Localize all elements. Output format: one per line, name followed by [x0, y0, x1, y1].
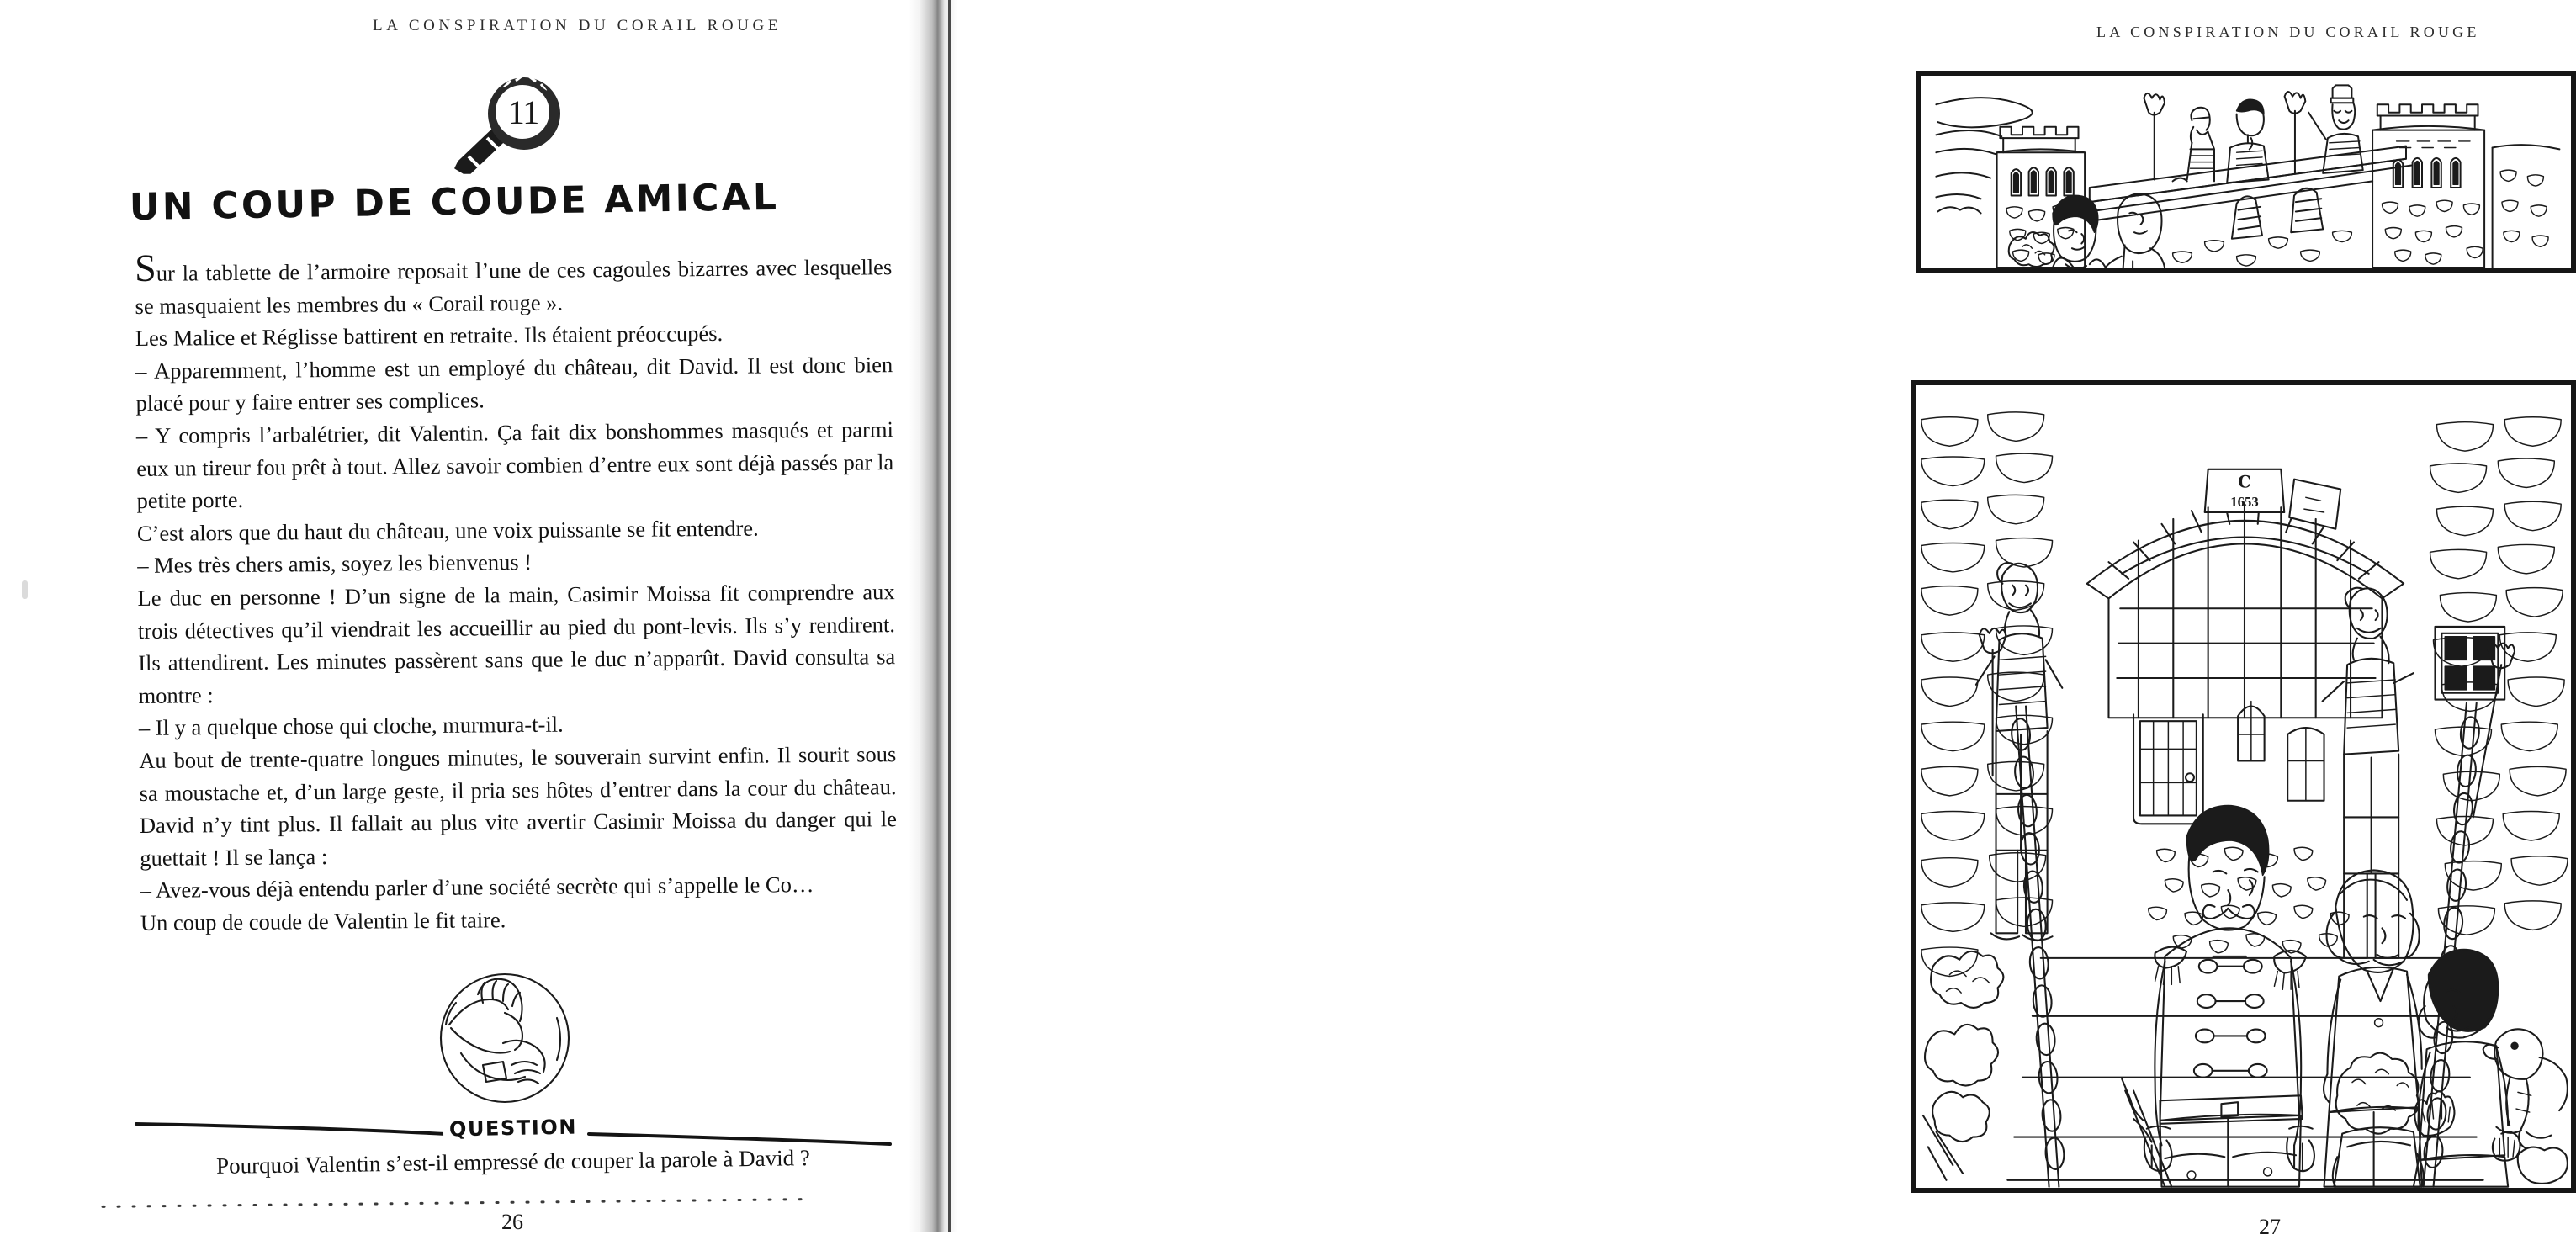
hands-clasped-vignette-icon: [431, 966, 579, 1110]
paragraph: Le duc en personne ! D’un signe de la main, Casimir Moissa fit comprendre aux trois détectives qu’il viendrait les accueillir au pied du pont-levis. Ils s’y rendirent. Ils attendirent. Les minutes passèrent sans que le duc n’apparût. David consulta sa montre :: [137, 579, 896, 708]
right-page: [934, 0, 2480, 1239]
paragraph: – Avez-vous déjà entendu parler d’une société secrète qui s’appelle le Co…: [140, 872, 814, 904]
chapter-marker: [448, 74, 575, 173]
running-head-left: LA CONSPIRATION DU CORAIL ROUGE: [373, 17, 782, 34]
question-label: QUESTION: [443, 1115, 584, 1141]
castle-gate-courtyard-illustration: [1911, 380, 2576, 1193]
paragraph: – Y compris l’arbalétrier, dit Valentin. Ça fait dix bonshommes masqués et parmi eux un tireur fou prêt à tout. Allez savoir combien d’entre eux sont déjà passés par la petite porte.: [135, 416, 894, 514]
running-head-right: LA CONSPIRATION DU CORAIL ROUGE: [2096, 24, 2480, 40]
paragraph: Les Malice et Réglisse battirent en retraite. Ils étaient préoccupés.: [135, 321, 724, 352]
chapter-title: UN COUP DE COUDE AMICAL: [129, 175, 780, 230]
left-page: [0, 0, 934, 1232]
keystone-date: 1653: [2230, 494, 2259, 511]
chapter-number: 11: [507, 93, 539, 131]
paragraph: – Il y a quelque chose qui cloche, murmura-t-il.: [138, 711, 564, 741]
paragraph: – Apparemment, l’homme est un employé du château, dit David. Il est donc bien placé pour y faire entrer ses complices.: [135, 351, 893, 416]
body-text: [135, 246, 898, 939]
page-number-right: 27: [2259, 1215, 2281, 1239]
castle-ramparts-illustration: [1916, 71, 2576, 273]
paragraph: Un coup de coude de Valentin le fit taire.: [140, 907, 506, 935]
scan-artifact: [22, 580, 28, 599]
paragraph: Au bout de trente-quatre longues minutes, le souverain survint enfin. Il sourit sous sa moustache et, d’un large geste, il pria ses hôtes d’entrer dans la cour du château. David n’y tint plus. Il fallait au plus vite avertir Casimir Moissa du danger qui le guettait ! Il se lança :: [139, 741, 898, 871]
question-block: [135, 1115, 892, 1179]
paragraph: Sur la tablette de l’armoire reposait l’une de ces cagoules bizarres avec lesquelles se masquaient les membres du « Corail rouge ».: [134, 246, 893, 319]
page-edge: [948, 0, 951, 1232]
question-rule: [135, 1117, 892, 1146]
question-text: Pourquoi Valentin s’est-il empressé de couper la parole à David ?: [215, 1145, 811, 1179]
keystone-letter: C: [2238, 472, 2251, 492]
paragraph: C’est alors que du haut du château, une voix puissante se fit entendre.: [136, 515, 759, 546]
dotted-divider: [101, 1193, 808, 1209]
page-number-left: 26: [501, 1210, 523, 1234]
paragraph: – Mes très chers amis, soyez les bienvenus !: [137, 549, 533, 579]
